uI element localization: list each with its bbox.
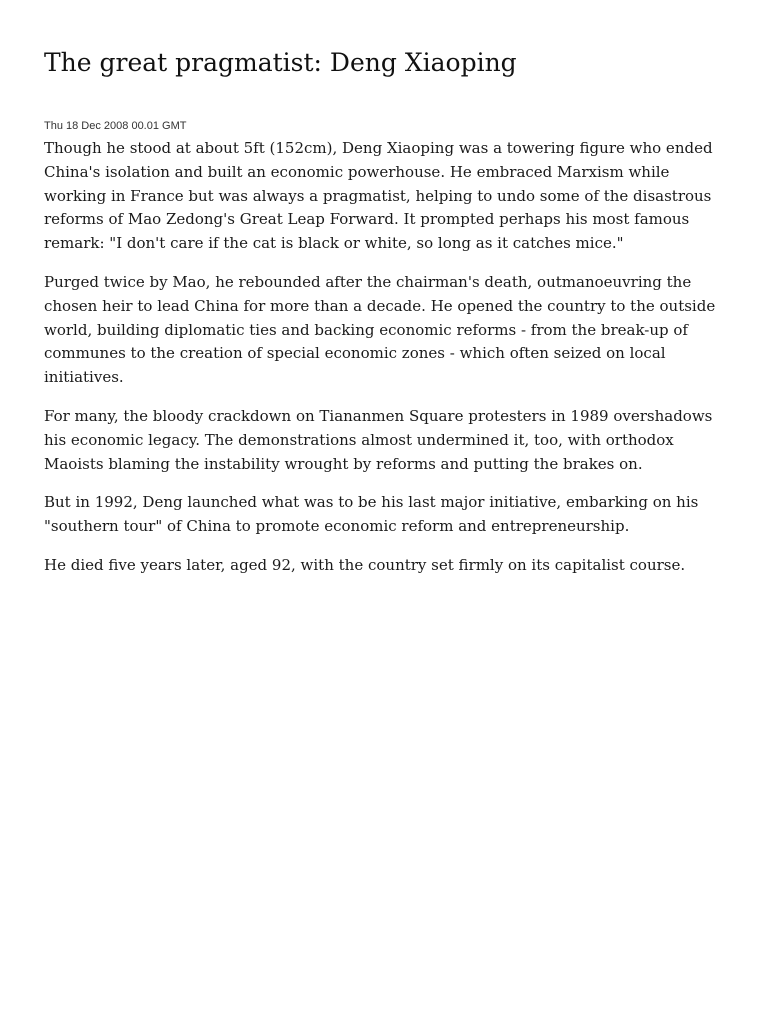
article-title: The great pragmatist: Deng Xiaoping	[44, 48, 517, 77]
article-paragraph: He died five years later, aged 92, with the country set firmly on its capitalist course.	[44, 555, 686, 574]
article-body	[44, 137, 728, 578]
article-paragraph: Though he stood at about 5ft (152cm), Deng Xiaoping was a towering figure who ended China's isolation and built an economic powerhouse. He embraced Marxism while working in France but was always a pragmatist, helping to undo some of the disastrous reforms of Mao Zedong's Great Leap Forward. It prompted perhaps his most famous remark: "I don't care if the cat is black or white, so long as it catches mice."	[44, 139, 713, 253]
article	[44, 0, 728, 593]
article-paragraph: For many, the bloody crackdown on Tiananmen Square protesters in 1989 overshadows his economic legacy. The demonstrations almost undermined it, too, with orthodox Maoists blaming the instability wrought by reforms and putting the brakes on.	[44, 406, 713, 473]
article-paragraph: Purged twice by Mao, he rebounded after the chairman's death, outmanoeuvring the chosen heir to lead China for more than a decade. He opened the country to the outside world, building diplomatic ties and backing economic reforms - from the break-up of communes to the creation of special economic zones - which often seized on local initiatives.	[44, 272, 716, 387]
article-paragraph: But in 1992, Deng launched what was to be his last major initiative, embarking on his "southern tour" of China to promote economic reform and entrepreneurship.	[44, 493, 699, 536]
article-dateline: Thu 18 Dec 2008 00.01 GMT	[44, 120, 187, 132]
